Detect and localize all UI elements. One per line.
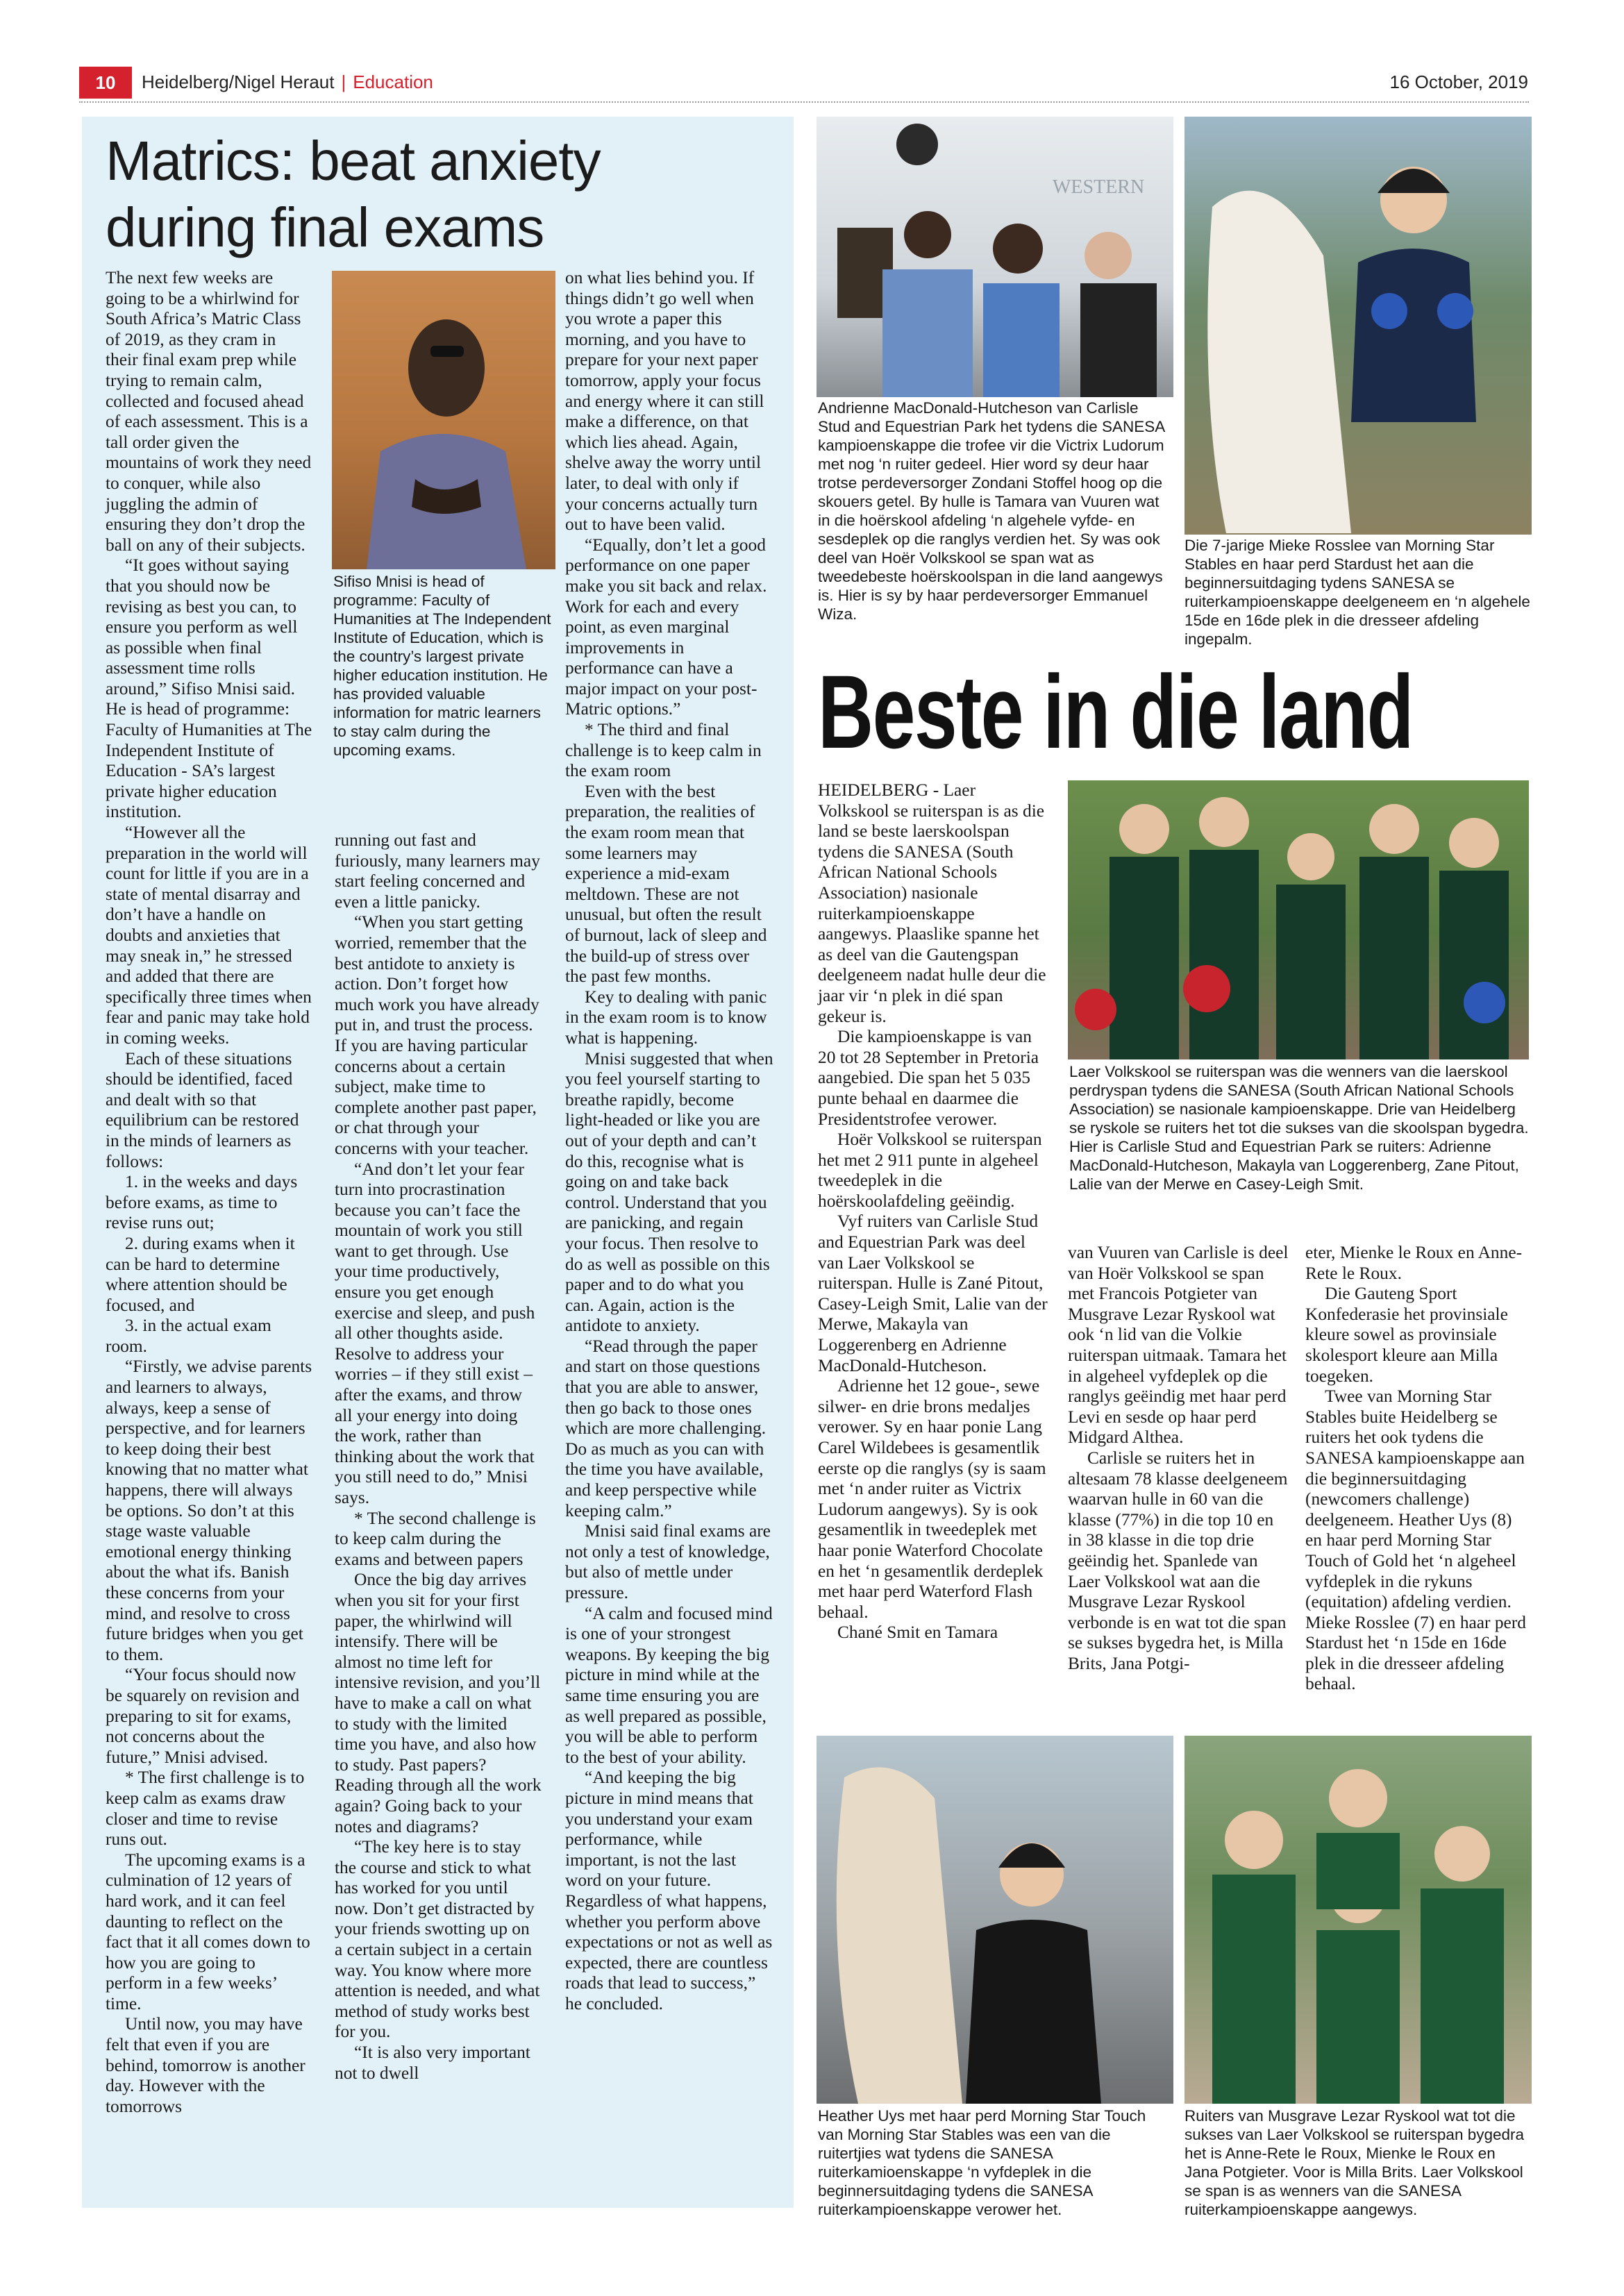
matrics-headline-line1: Matrics: beat anxiety (106, 130, 601, 192)
article-paragraph: “Read through the paper and start on those questions that you are able to answer, then go back to those ones which are more challenging. Do as much as you can with the time you have available, and keep perspective while keeping calm.” (565, 1336, 767, 1520)
article-paragraph: Hoër Volkskool se ruiterspan het met 2 911 punte in algeheel tweedeplek in die hoërskoolafdeling geëindig. (818, 1130, 1042, 1211)
article-paragraph: The next few weeks are going to be a whirlwind for South Africa’s Matric Class of 2019, as they cram in their final exam prep while trying to remain calm, collected and focused ahead of each assessment. This is a tall order given the mountains of work they need to conquer, while also juggling the admin of ensuring they don’t drop the ball on any of their subjects. (106, 268, 312, 555)
team-photo (1068, 780, 1529, 1059)
trophy-caption: Andrienne MacDonald-Hutcheson van Carlisle Stud and Equestrian Park het tydens die SANESA kampioenskappe die trofee vir die Victrix Ludorum met nog ‘n ruiter gedeel. Hier word sy deur haar trotse perdeversorger Zondani Stoffel hoog op die skouers getel. By hulle is Tamara van Vuuren wat in die hoërskool afdeling ‘n algehele vyfde- en sesdeplek op die ranglys verdien het. Sy was ook deel van Hoër Volkskool se span wat as tweedebeste hoërskoolspan in die land aangewys is. Hier is sy by haar perdeversorger Emmanuel Wiza. (818, 399, 1165, 623)
article-paragraph: van Vuuren van Carlisle is deel van Hoër Volkskool se span met Francois Potgieter van Musgrave Lezar Ryskool wat ook ‘n lid van die Volkie ruiterspan uitmaak. Tamara het in algeheel vyfdeplek op die ranglys geëindig met haar perd Levi en sesde op haar perd Midgard Althea. (1068, 1243, 1289, 1448)
pony-rider-caption: Die 7-jarige Mieke Rosslee van Morning Star Stables en haar perd Stardust het aan die beginnersuitdaging tydens SANESA se ruiterkampioenskappe deelgeneem en ‘n algehele 15de en 16de plek in die dresseer afdeling ingepalm. (1184, 537, 1530, 648)
pony-rider-photo (1184, 117, 1532, 535)
article-paragraph: “A calm and focused mind is one of your strongest weapons. By keeping the big picture in mind while at the same time ensuring you are as well prepared as possible, you will be able to perform to the best of your ability. (565, 1603, 773, 1767)
article-paragraph: on what lies behind you. If things didn’t go well when you wrote a paper this morning, and you have to prepare for your next paper tomorrow, apply your focus and energy where it can still make a difference, on that which lies ahead. Again, shelve away the worry until later, to deal with only if your concerns actually turn out to have been valid. (565, 268, 764, 535)
musgrave-riders-photo (1184, 1736, 1532, 2104)
article-paragraph: eter, Mienke le Roux en Anne-Rete le Roux. (1305, 1243, 1523, 1283)
person-portrait-icon (332, 271, 555, 569)
matrics-headline (106, 128, 786, 261)
article-paragraph: Twee van Morning Star Stables buite Heidelberg se ruiters het ook tydens die SANESA kampioenskappe aan die beginnersuitdaging (newcomers challenge) deelgeneem. Heather Uys (8) en haar perd Morning Star Touch of Gold het ‘n algeheel vyfdeplek in die rykuns (equitation) afdeling verdien. Mieke Rosslee (7) en haar perd Stardust het ‘n 15de en 16de plek in die dresseer afdeling behaal. (1305, 1386, 1526, 1694)
article-paragraph: * The first challenge is to keep calm as exams draw closer and time to revise runs out. (106, 1768, 305, 1850)
article-paragraph: 1. in the weeks and days before exams, as time to revise runs out; (106, 1172, 298, 1233)
article-paragraph: HEIDELBERG - Laer Volkskool se ruiterspan is as die land se beste laerskoolspan tydens die SANESA (South African National Schools Association) nasionale ruiterkampioenskappe aangewys. Plaaslike spanne het as deel van die Gautengspan deelgeneem nadat hulle deur die jaar vir ‘n plek in dié span gekeur is. (818, 780, 1046, 1026)
beste-column-1 (818, 780, 1050, 1643)
article-paragraph: Carlisle se ruiters het in altesaam 78 klasse deelgeneem waarvan hulle in 60 van die klasse (77%) in die top 10 en in 38 klasse in die top drie geëindig het. Spanlede van Laer Volkskool wat aan die Musgrave Lezar Ryskool verbonde is en wat tot die span se sukses bygedra het, is Milla Brits, Jana Potgi- (1068, 1448, 1288, 1673)
article-paragraph: Die Gauteng Sport Konfederasie het provinsiale kleure sowel as provinsiale skolesport kleure aan Milla toegeken. (1305, 1284, 1508, 1386)
article-paragraph: The upcoming exams is a culmination of 12 years of hard work, and it can feel daunting to reflect on the fact that it all comes down to how you are going to perform in a few weeks’ time. (106, 1850, 310, 2013)
matrics-column-3 (565, 268, 773, 2014)
article-paragraph: * The second challenge is to keep calm during the exams and between papers (335, 1508, 536, 1569)
publication-name: Heidelberg/Nigel Heraut (142, 72, 335, 92)
article-paragraph: “Firstly, we advise parents and learners to always, always, keep a sense of perspective, and for learners to keep doing their best knowing that no matter what happens, there will always be options. So don’t at this stage waste valuable emotional energy thinking about the what ifs. Banish these concerns from your mind, and resolve to cross future bridges when you get to them. (106, 1357, 312, 1664)
article-paragraph: “Equally, don’t let a good performance on one paper make you sit back and relax. Work for each and every point, as even marginal improvements in performance can have a major impact on your post-Matric options.” (565, 535, 767, 719)
pony-and-rider-icon (1184, 117, 1532, 535)
article-paragraph: “And don’t let your fear turn into procrastination because you can’t face the mountain of work you still want to get through. Use your time productively, ensure you get enough exercise and sleep, and push all other thoughts aside. Resolve to address your worries – if they still exist – after the exams, and throw all your energy into doing the work, rather than thinking about the work that you still need to do,” Mnisi says. (335, 1159, 535, 1507)
article-paragraph: Die kampioenskappe is van 20 tot 28 September in Pretoria aangebied. Die span het 5 035 punte behaal en daarmee die Presidentstrofee verower. (818, 1027, 1039, 1129)
sifiso-mnisi-photo (332, 271, 555, 569)
article-paragraph: Mnisi said final exams are not only a test of knowledge, but also of mettle under pressure. (565, 1521, 771, 1602)
trophy-photo (817, 117, 1173, 397)
article-paragraph: “And keeping the big picture in mind means that you understand your exam performance, while important, is not the last word on your future. Regardless of what happens, whether you perform above expectations or not as well as expected, there are countless roads that lead to success,” he concluded. (565, 1768, 773, 2013)
riding-team-icon (1068, 780, 1529, 1059)
heather-uys-photo (817, 1736, 1173, 2104)
article-paragraph: “It is also very important not to dwell (335, 2043, 530, 2083)
matrics-column-2 (335, 830, 542, 2084)
article-paragraph: Key to dealing with panic in the exam room is to know what is happening. (565, 987, 767, 1048)
heather-uys-caption: Heather Uys met haar perd Morning Star Touch van Morning Star Stables was een van die ruitertjies wat tydens die SANESA ruiterkamioenskappe ‘n vyfdeplek in die beginnersuitdaging tydens die SANESA ruiterkampioenskappe verower het. (818, 2107, 1146, 2218)
article-paragraph: Once the big day arrives when you sit for your first paper, the whirlwind will intensify. There will be almost no time left for intensive revision, and you’ll have to make a call on what to study with the limited time you have, and also how to study. Past papers? Reading through all the work again? Going back to your notes and diagrams? (335, 1570, 542, 1836)
article-paragraph: “However all the preparation in the world will count for little if you are in a state of mental disarray and don’t have a handle on doubts and anxieties that may sneak in,” he stressed and added that there are specifically three times when fear and panic may take hold in coming weeks. (106, 823, 312, 1048)
article-paragraph: Adrienne het 12 goue-, sewe silwer- en drie brons medaljes verower. Sy en haar ponie Lang Carel Wildebees is gesamentlik eerste op die ranglys (sy is saam met ‘n ander ruiter as Victrix Ludorum aangewys). Sy is ook gesamentlik in tweedeplek met haar ponie Waterford Chocolate en het ‘n gesamentlik derdeplek met haar perd Waterford Flash behaal. (818, 1376, 1046, 1622)
article-paragraph: Even with the best preparation, the realities of the exam room mean that some learners may experience a mid-exam meltdown. These are not unusual, but often the result of burnout, lack of sleep and the build-up of stress over the past few months. (565, 781, 767, 987)
beste-headline: Beste in die land (818, 653, 1413, 770)
article-paragraph: “The key here is to stay the course and stick to what has worked for you until now. Don’t get distracted by your friends swotting up on a certain subject in a certain way. You know where more attention is needed, and what method of study works best for you. (335, 1837, 540, 2042)
issue-date: 16 October, 2019 (1389, 72, 1528, 92)
musgrave-riders-caption: Ruiters van Musgrave Lezar Ryskool wat tot die sukses van Laer Volkskool se ruiterspan bygedra het is Anne-Rete le Roux, Mienke le Roux en Jana Potgieter. Voor is Milla Brits. Laer Volkskool se span is as wenners van die SANESA ruiterkampioenskappe aangewys. (1184, 2107, 1525, 2218)
page-number: 10 (79, 67, 132, 99)
article-paragraph: “When you start getting worried, remember that the best antidote to anxiety is action. Don’t forget how much work you have already put in, and trust the process. If you are having particular concerns about a certain subject, make time to complete another past paper, or chat through your concerns with your teacher. (335, 912, 539, 1158)
article-paragraph: “It goes without saying that you should now be revising as best you can, to ensure you perform as well as possible when final assessment time rolls around,” Sifiso Mnisi said. He is head of programme: Faculty of Humanities at The Independent Institute of Education - SA’s largest private higher education institution. (106, 555, 312, 822)
article-paragraph: Each of these situations should be identified, faced and dealt with so that equilibrium can be restored in the minds of learners as follows: (106, 1048, 299, 1171)
sifiso-mnisi-caption: Sifiso Mnisi is head of programme: Faculty of Humanities at The Independent Institute of Education, which is the country’s largest private higher education institution. He has provided valuable information for matric learners to stay calm during the upcoming exams. (333, 573, 551, 759)
article-paragraph: 2. during exams when it can be hard to determine where attention should be focused, and (106, 1233, 295, 1315)
matrics-column-1 (106, 268, 312, 2117)
header-separator: | (341, 72, 346, 92)
article-paragraph: Vyf ruiters van Carlisle Stud and Equestrian Park was deel van Laer Volkskool se ruiterspan. Hulle is Zané Pitout, Casey-Leigh Smit, Lalie van der Merwe, Makayla van Loggerenberg en Adrienne MacDonald-Hutcheson. (818, 1212, 1048, 1375)
girl-with-horse-icon (817, 1736, 1173, 2104)
article-paragraph: * The third and final challenge is to keep calm in the exam room (565, 720, 762, 781)
svg-text:WESTERN: WESTERN (1053, 176, 1145, 198)
article-paragraph: Until now, you may have felt that even if you are behind, tomorrow is another day. However with the tomorrows (106, 2014, 305, 2116)
beste-column-2 (1068, 1243, 1290, 1674)
publication-header (142, 68, 433, 96)
article-paragraph: “Your focus should now be squarely on revision and preparing to sit for exams, not concerns about the future,” Mnisi advised. (106, 1665, 300, 1767)
matrics-headline-line2: during final exams (106, 196, 544, 258)
article-paragraph: Chané Smit en Tamara (837, 1623, 998, 1643)
article-paragraph: Mnisi suggested that when you feel yourself starting to breathe rapidly, become light-headed or like you are out of your depth and can’t do this, recognise what is going on and take back control. Understand that you are panicking, and regain your focus. Then resolve to do as well as possible on this paper and to do what you can. Again, action is the antidote to anxiety. (565, 1048, 773, 1336)
school-riders-icon (1184, 1736, 1532, 2104)
header-divider (79, 101, 1529, 103)
beste-column-3 (1305, 1243, 1527, 1695)
article-paragraph: 3. in the actual exam room. (106, 1316, 271, 1356)
riders-with-trophy-icon (817, 117, 1173, 397)
article-paragraph: running out fast and furiously, many learners may start feeling concerned and even a little panicky. (335, 830, 540, 912)
section-name: Education (353, 72, 433, 92)
team-caption: Laer Volkskool se ruiterspan was die wenners van die laerskool perdryspan tydens die SANESA (South African National Schools Association) se nasionale kampioenskappe. Drie van Heidelberg se ryskole se ruiters het tot die sukses van die skoolspan bygedra. Hier is Carlisle Stud and Equestrian Park se ruiters: Adrienne MacDonald-Hutcheson, Makayla van Loggerenberg, Zane Pitout, Lalie van der Merwe en Casey-Leigh Smit. (1069, 1063, 1529, 1193)
